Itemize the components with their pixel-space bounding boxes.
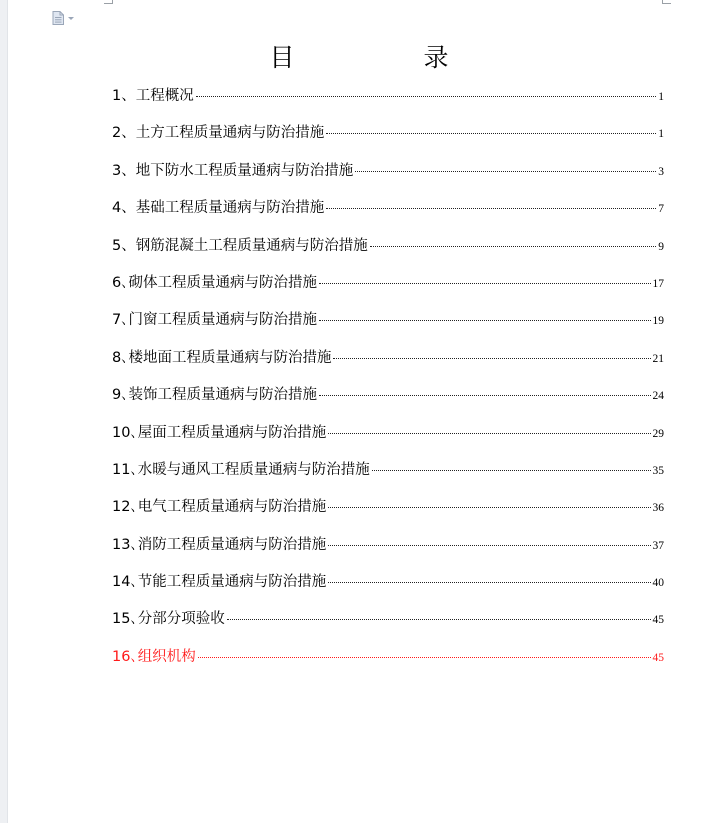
document-icon — [52, 11, 64, 25]
toc-entry[interactable] — [112, 571, 664, 608]
toc-entry-page: 40 — [652, 577, 664, 590]
toc-entry-page: 45 — [652, 651, 664, 664]
toc-dot-leader — [196, 96, 657, 97]
toc-entry-label: 3、地下防水工程质量通病与防治措施 — [112, 162, 354, 179]
toc-entry[interactable] — [112, 384, 664, 421]
toc-entry-label: 13､消防工程质量通病与防治措施 — [112, 536, 327, 553]
toc-entry-page: 21 — [652, 352, 664, 365]
toc-entry-page: 17 — [652, 277, 664, 290]
toc-entry-page: 7 — [658, 203, 664, 216]
toc-dot-leader — [326, 133, 656, 134]
toc-dot-leader — [372, 470, 651, 471]
toc-title: 目 录 — [269, 43, 501, 72]
toc-entry[interactable] — [112, 85, 664, 122]
margin-corner-mark-left — [104, 0, 113, 4]
toc-entry[interactable] — [112, 459, 664, 496]
toc-entry-highlighted[interactable] — [112, 646, 664, 683]
toc-entry-label: 16､组织机构 — [112, 648, 196, 665]
toc-entry-label: 1、工程概况 — [112, 88, 194, 104]
toc-entry-label: 8､楼地面工程质量通病与防治措施 — [112, 349, 332, 366]
toc-dot-leader — [328, 507, 650, 508]
toc-entry-label: 4、基础工程质量通病与防治措施 — [112, 200, 325, 217]
toc-entry[interactable] — [112, 496, 664, 533]
toc-entry[interactable] — [112, 235, 664, 272]
toc-entry[interactable] — [112, 272, 664, 309]
toc-entry-page: 1 — [658, 128, 664, 141]
toc-entry[interactable] — [112, 197, 664, 234]
toc-entry[interactable] — [112, 122, 664, 159]
toc-entry-page: 35 — [652, 464, 664, 477]
toc-dot-leader — [326, 208, 656, 209]
toc-dot-leader — [355, 171, 656, 172]
toc-entry-page: 24 — [652, 390, 664, 403]
toc-entry-label: 12､电气工程质量通病与防治措施 — [112, 499, 327, 516]
toc-entry-page: 19 — [652, 315, 664, 328]
toc-dot-leader — [328, 582, 650, 583]
toc-entry[interactable] — [112, 534, 664, 571]
document-menu-button[interactable] — [52, 11, 74, 25]
toc-entry-page: 3 — [658, 165, 664, 178]
toc-entry-page: 29 — [652, 427, 664, 440]
toc-entry-page: 36 — [652, 502, 664, 515]
toc-entry-page: 9 — [658, 240, 664, 253]
toc-dot-leader — [319, 320, 651, 321]
toc-entry-label: 5、钢筋混凝土工程质量通病与防治措施 — [112, 237, 368, 254]
toc-dot-leader — [319, 283, 651, 284]
toc-dot-leader — [328, 433, 650, 434]
toc-entry-label: 6､砌体工程质量通病与防治措施 — [112, 274, 317, 291]
table-of-contents — [112, 85, 664, 683]
toc-entry-page: 37 — [652, 539, 664, 552]
toc-entry[interactable] — [112, 608, 664, 645]
chevron-down-icon — [68, 17, 74, 20]
toc-dot-leader — [328, 545, 650, 546]
page-margin-strip — [0, 0, 8, 823]
toc-dot-leader — [370, 246, 657, 247]
toc-entry[interactable] — [112, 347, 664, 384]
toc-dot-leader — [198, 657, 651, 658]
toc-entry-label: 14､节能工程质量通病与防治措施 — [112, 574, 327, 591]
toc-dot-leader — [319, 395, 651, 396]
toc-dot-leader — [227, 619, 651, 620]
toc-entry[interactable] — [112, 160, 664, 197]
toc-entry-label: 7､门窗工程质量通病与防治措施 — [112, 312, 317, 329]
toc-entry-page: 1 — [658, 91, 664, 103]
toc-entry-label: 2、土方工程质量通病与防治措施 — [112, 125, 325, 142]
toc-entry-label: 9､装饰工程质量通病与防治措施 — [112, 387, 317, 404]
toc-entry[interactable] — [112, 422, 664, 459]
margin-corner-mark-right — [662, 0, 671, 4]
toc-entry[interactable] — [112, 309, 664, 346]
toc-entry-label: 15､分部分项验收 — [112, 611, 225, 628]
toc-entry-label: 11､水暖与通风工程质量通病与防治措施 — [112, 461, 370, 478]
toc-entry-label: 10､屋面工程质量通病与防治措施 — [112, 424, 327, 441]
toc-entry-page: 45 — [652, 614, 664, 627]
toc-dot-leader — [333, 358, 650, 359]
